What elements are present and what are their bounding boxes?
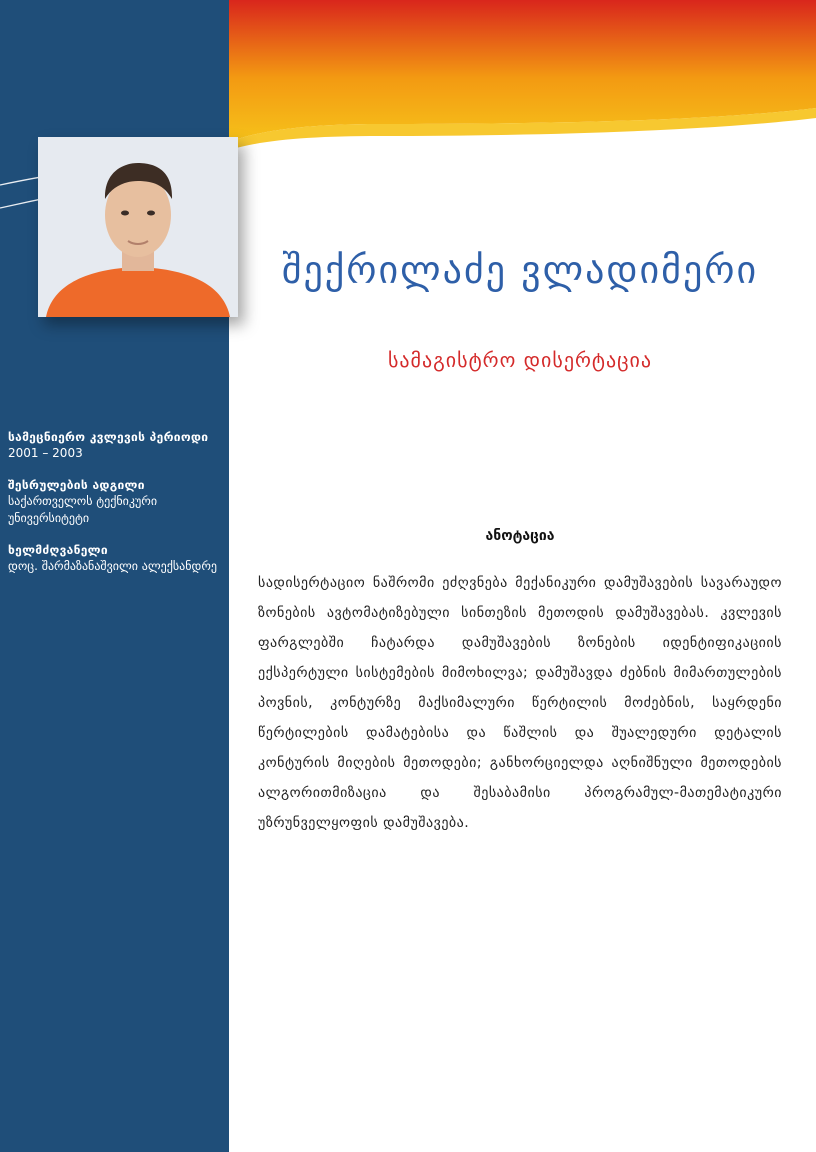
research-period-label: სამეცნიერო კვლევის პერიოდი — [8, 430, 209, 444]
abstract-heading: ანოტაცია — [485, 528, 555, 544]
portrait-icon — [38, 137, 238, 317]
supervisor — [8, 543, 223, 575]
author-name: შექრილაძე ვლადიმერი — [281, 248, 759, 292]
institution-value: საქართველოს ტექნიკური უნივერსიტეტი — [8, 494, 158, 525]
institution-label: შესრულების ადგილი — [8, 478, 145, 492]
author-photo — [38, 137, 238, 317]
abstract-body: სადისერტაციო ნაშრომი ეძღვნება მექანიკური დამუშავების სავარაუდო ზონების ავტომატიზებული სინთეზის მეთოდის დამუშავებას. კვლევის ფარგლებში ჩატარდა დამუშავების ზონების იდენტიფიკაციის ექსპერტული სისტემების მიმოხილვა; დამუშავდა ძებნის მიმართულების პოვნის, კონტურზე მაქსიმალური წერტილის მოძებნის, საყრდენი წერტილების დამატებისა და წაშლის და შუალედური დეტალის კონტურის მიღების მეთოდები; განხორციელდა აღნიშნული მეთოდების ალგორითმიზაცია და შესაბამისი პროგრამულ-მათემატიკური უზრუნველყოფის დამუშავება. — [258, 575, 782, 831]
research-period-value: 2001 – 2003 — [8, 446, 83, 460]
sidebar-metadata — [8, 430, 223, 591]
supervisor-value: დოც. შარმაზანაშვილი ალექსანდრე — [8, 559, 217, 573]
document-type: სამაგისტრო დისერტაცია — [387, 348, 653, 372]
institution — [8, 478, 223, 527]
research-period — [8, 430, 223, 462]
supervisor-label: ხელმძღვანელი — [8, 543, 108, 557]
